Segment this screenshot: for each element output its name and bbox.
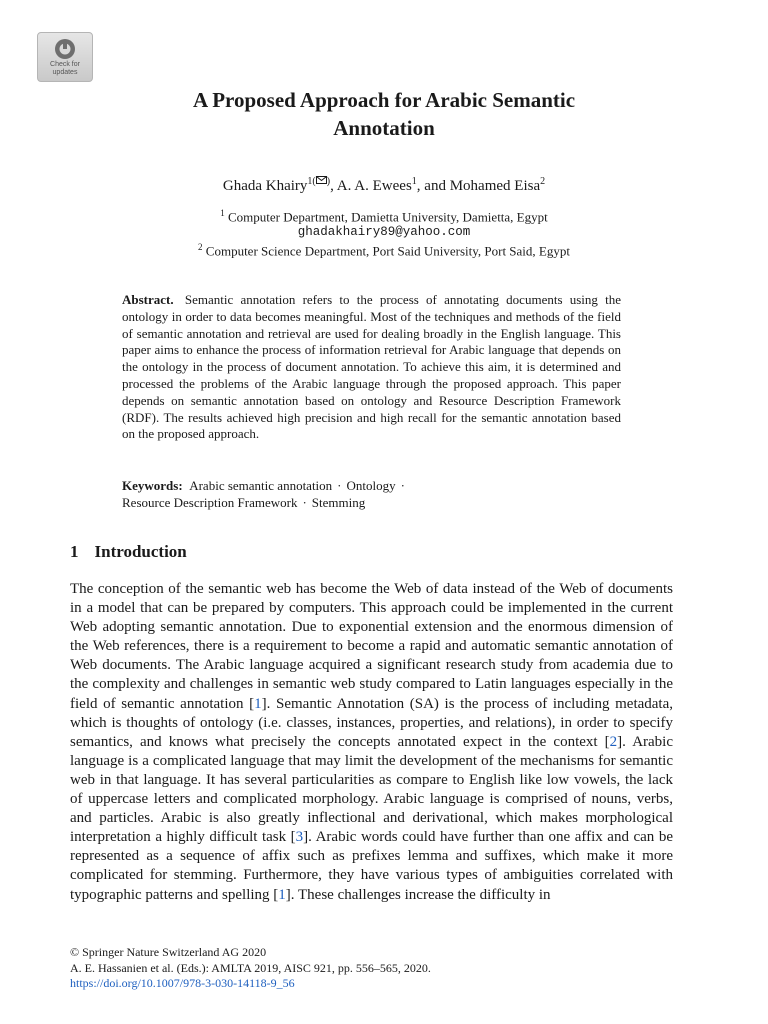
author-separator: , and [416,178,450,194]
body-text: ]. Semantic Annotation (SA) is the process of including metadata, which is thoughts of ontology (i.e. classes, instances, properties, and relations), in order to specify semantics, and knows what precisely the concepts annotated expect in the context [ [70,695,674,750]
citation-link[interactable]: 2 [609,733,618,750]
citation-link[interactable]: 3 [295,829,304,846]
check-updates-icon [54,38,76,60]
citation-info: A. E. Hassanien et al. (Eds.): AMLTA 2019, AISC 921, pp. 556–565, 2020. [70,960,431,975]
envelope-icon[interactable] [316,176,327,184]
keyword-separator: · [302,495,307,510]
author-email[interactable]: ghadakhairy89@yahoo.com [297,225,471,239]
copyright-notice: © Springer Nature Switzerland AG 2020 [70,945,267,959]
body-text: ]. These challenges increase the difficulty in [285,886,551,903]
badge-text-line2: updates [52,69,78,76]
body-text: The conception of the semantic web has become the Web of data instead of the Web of documents in a model that can be prepared by computers. This approach could be implemented in the current Web adopting semantic annotation. Due to exponential extension and the enormous dimension of the Web references, there is a requirement to become a rapid and automatic semantic annotation of Web documents. The Arabic language acquired a significant research study from academia due to the complexity and challenges in semantic web study compared to Latin languages especially in the field of semantic annotation [ [70,581,673,712]
keyword: Ontology [346,478,396,493]
abstract-label: Abstract. [122,292,174,307]
introduction-paragraph [70,580,673,905]
affiliation-number: 2 [198,242,203,252]
keyword-separator: · [400,478,405,493]
page-footer [70,945,431,992]
keyword-separator: · [337,478,342,493]
author-superscript: 1 [411,176,417,187]
author-separator: , [330,178,337,194]
paper-title [0,86,768,142]
author-name: Mohamed Eisa [449,178,541,194]
affiliation-text: Computer Science Department, Port Said University, Port Said, Egypt [205,243,570,259]
affiliation-number: 1 [220,208,225,218]
author-superscript: 1( ) [307,176,331,187]
title-line-2: Annotation [333,116,435,140]
check-for-updates-badge[interactable] [37,32,93,82]
keywords [122,477,621,511]
body-text: ]. Arabic words could have further than one affix and can be represented as a sequence of affix such as prefixes lemma and suffixes, which make it more complicated for stemming. Furthermore, they have various types of ambiguities correlated with typographic patterns and spelling [ [70,829,673,903]
author-name: Ghada Khairy [222,178,308,194]
keyword: Resource Description Framework [122,495,298,510]
author-list [0,172,768,196]
author-superscript: 2 [540,176,546,187]
abstract-text: Semantic annotation refers to the process of annotating documents using the ontology in order to data becomes meaningful. Most of the techniques and methods of the field of semantic annotation and retrieval are used for dealing broadly in the English language. This paper aims to enhance the process of information retrieval for Arabic language that depends on the ontology in the process of document annotation. To achieve this aim, it is determined and processed the problems of the Arabic language through the proposed approach. This paper depends on semantic annotation based on ontology and Resource Description Framework (RDF). The results achieved high precision and high recall for the semantic annotation based on the proposed approach. [122,292,622,442]
section-number: 1 [70,542,79,561]
author-name: A. A. Ewees [336,178,412,194]
affiliation-2 [0,239,768,259]
keywords-label: Keywords: [122,478,183,493]
body-text: ]. Arabic language is a complicated language that may limit the development of the mechanisms for semantic web in that language. It has several particularities as compare to English like low vowels, the lack of uppercase letters and complicated morphology. Arabic language is comprised of nouns, verbs, and particles. Arabic is also greatly inflectional and derivational, which makes morphological interpretation a highly difficult task [ [70,733,674,846]
citation-link[interactable]: 1 [278,886,286,903]
title-line-1: A Proposed Approach for Arabic Semantic [192,88,576,112]
keyword: Arabic semantic annotation [189,478,333,493]
abstract [122,292,621,443]
affiliation-text: Computer Department, Damietta University, Damietta, Egypt [228,209,548,225]
doi-link[interactable]: https://doi.org/10.1007/978-3-030-14118-9_56 [70,976,295,990]
keyword: Stemming [311,495,366,510]
citation-link[interactable]: 1 [254,695,262,712]
section-title: Introduction [94,542,187,561]
badge-text-line1: Check for [50,61,80,68]
section-heading [70,541,187,563]
